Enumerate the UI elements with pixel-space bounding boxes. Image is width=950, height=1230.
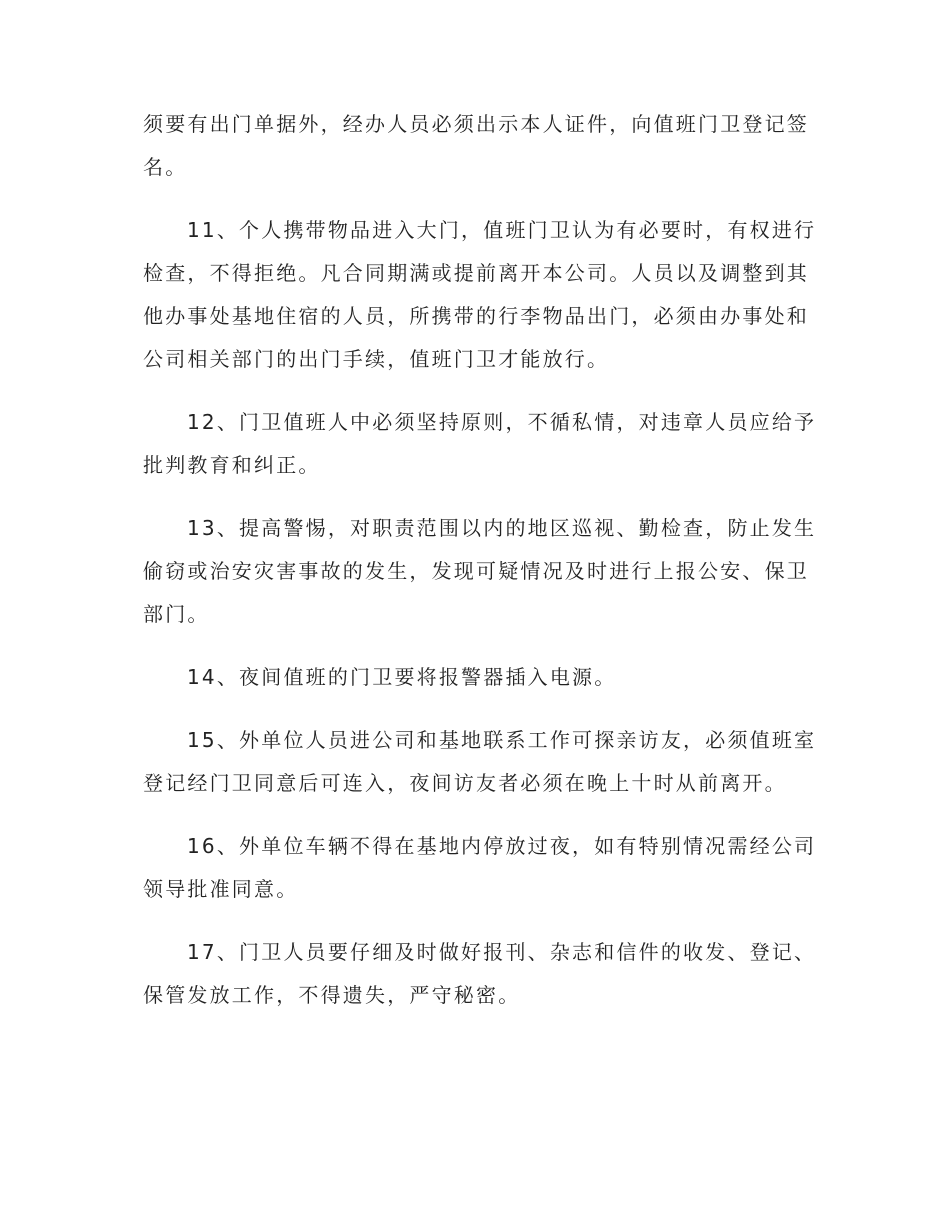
paragraph-item-15 bbox=[143, 719, 817, 805]
text-line: 12、门卫值班人中必须坚持原则，不循私情，对违章人员应给予 bbox=[187, 410, 817, 434]
text-line: 16、外单位车辆不得在基地内停放过夜，如有特别情况需经公司 bbox=[187, 834, 817, 858]
text-line: 部门。 bbox=[143, 602, 210, 626]
paragraph-item-17 bbox=[143, 931, 817, 1017]
paragraph-item-11 bbox=[143, 209, 817, 381]
text-line: 须要有出门单据外，经办人员必须出示本人证件，向值班门卫登记签 bbox=[143, 112, 809, 136]
text-line: 批判教育和纠正。 bbox=[143, 453, 321, 477]
text-line: 17、门卫人员要仔细及时做好报刊、杂志和信件的收发、登记、 bbox=[187, 940, 817, 964]
text-line: 13、提高警惕，对职责范围以内的地区巡视、勤检查，防止发生 bbox=[187, 516, 817, 540]
text-line: 他办事处基地住宿的人员，所携带的行李物品出门，必须由办事处和 bbox=[143, 304, 809, 328]
text-line: 登记经门卫同意后可连入，夜间访友者必须在晚上十时从前离开。 bbox=[143, 771, 787, 795]
text-line: 保管发放工作，不得遗失，严守秘密。 bbox=[143, 983, 521, 1007]
paragraph-item-13 bbox=[143, 507, 817, 636]
paragraph-item-14 bbox=[143, 656, 795, 699]
text-line: 领导批准同意。 bbox=[143, 877, 299, 901]
text-line: 公司相关部门的出门手续，值班门卫才能放行。 bbox=[143, 347, 610, 371]
paragraph-item-12 bbox=[143, 401, 817, 487]
text-line: 偷窃或治安灾害事故的发生，发现可疑情况及时进行上报公安、保卫 bbox=[143, 559, 809, 583]
document-body bbox=[143, 103, 817, 1037]
text-line: 名。 bbox=[143, 155, 188, 179]
text-line: 11、个人携带物品进入大门，值班门卫认为有必要时，有权进行 bbox=[187, 218, 817, 242]
text-line: 检查，不得拒绝。凡合同期满或提前离开本公司。人员以及调整到其 bbox=[143, 261, 809, 285]
paragraph-item-16 bbox=[143, 825, 817, 911]
text-line: 15、外单位人员进公司和基地联系工作可探亲访友，必须值班室 bbox=[187, 728, 817, 752]
paragraph-continuation bbox=[143, 103, 809, 189]
text-line: 14、夜间值班的门卫要将报警器插入电源。 bbox=[187, 665, 617, 689]
